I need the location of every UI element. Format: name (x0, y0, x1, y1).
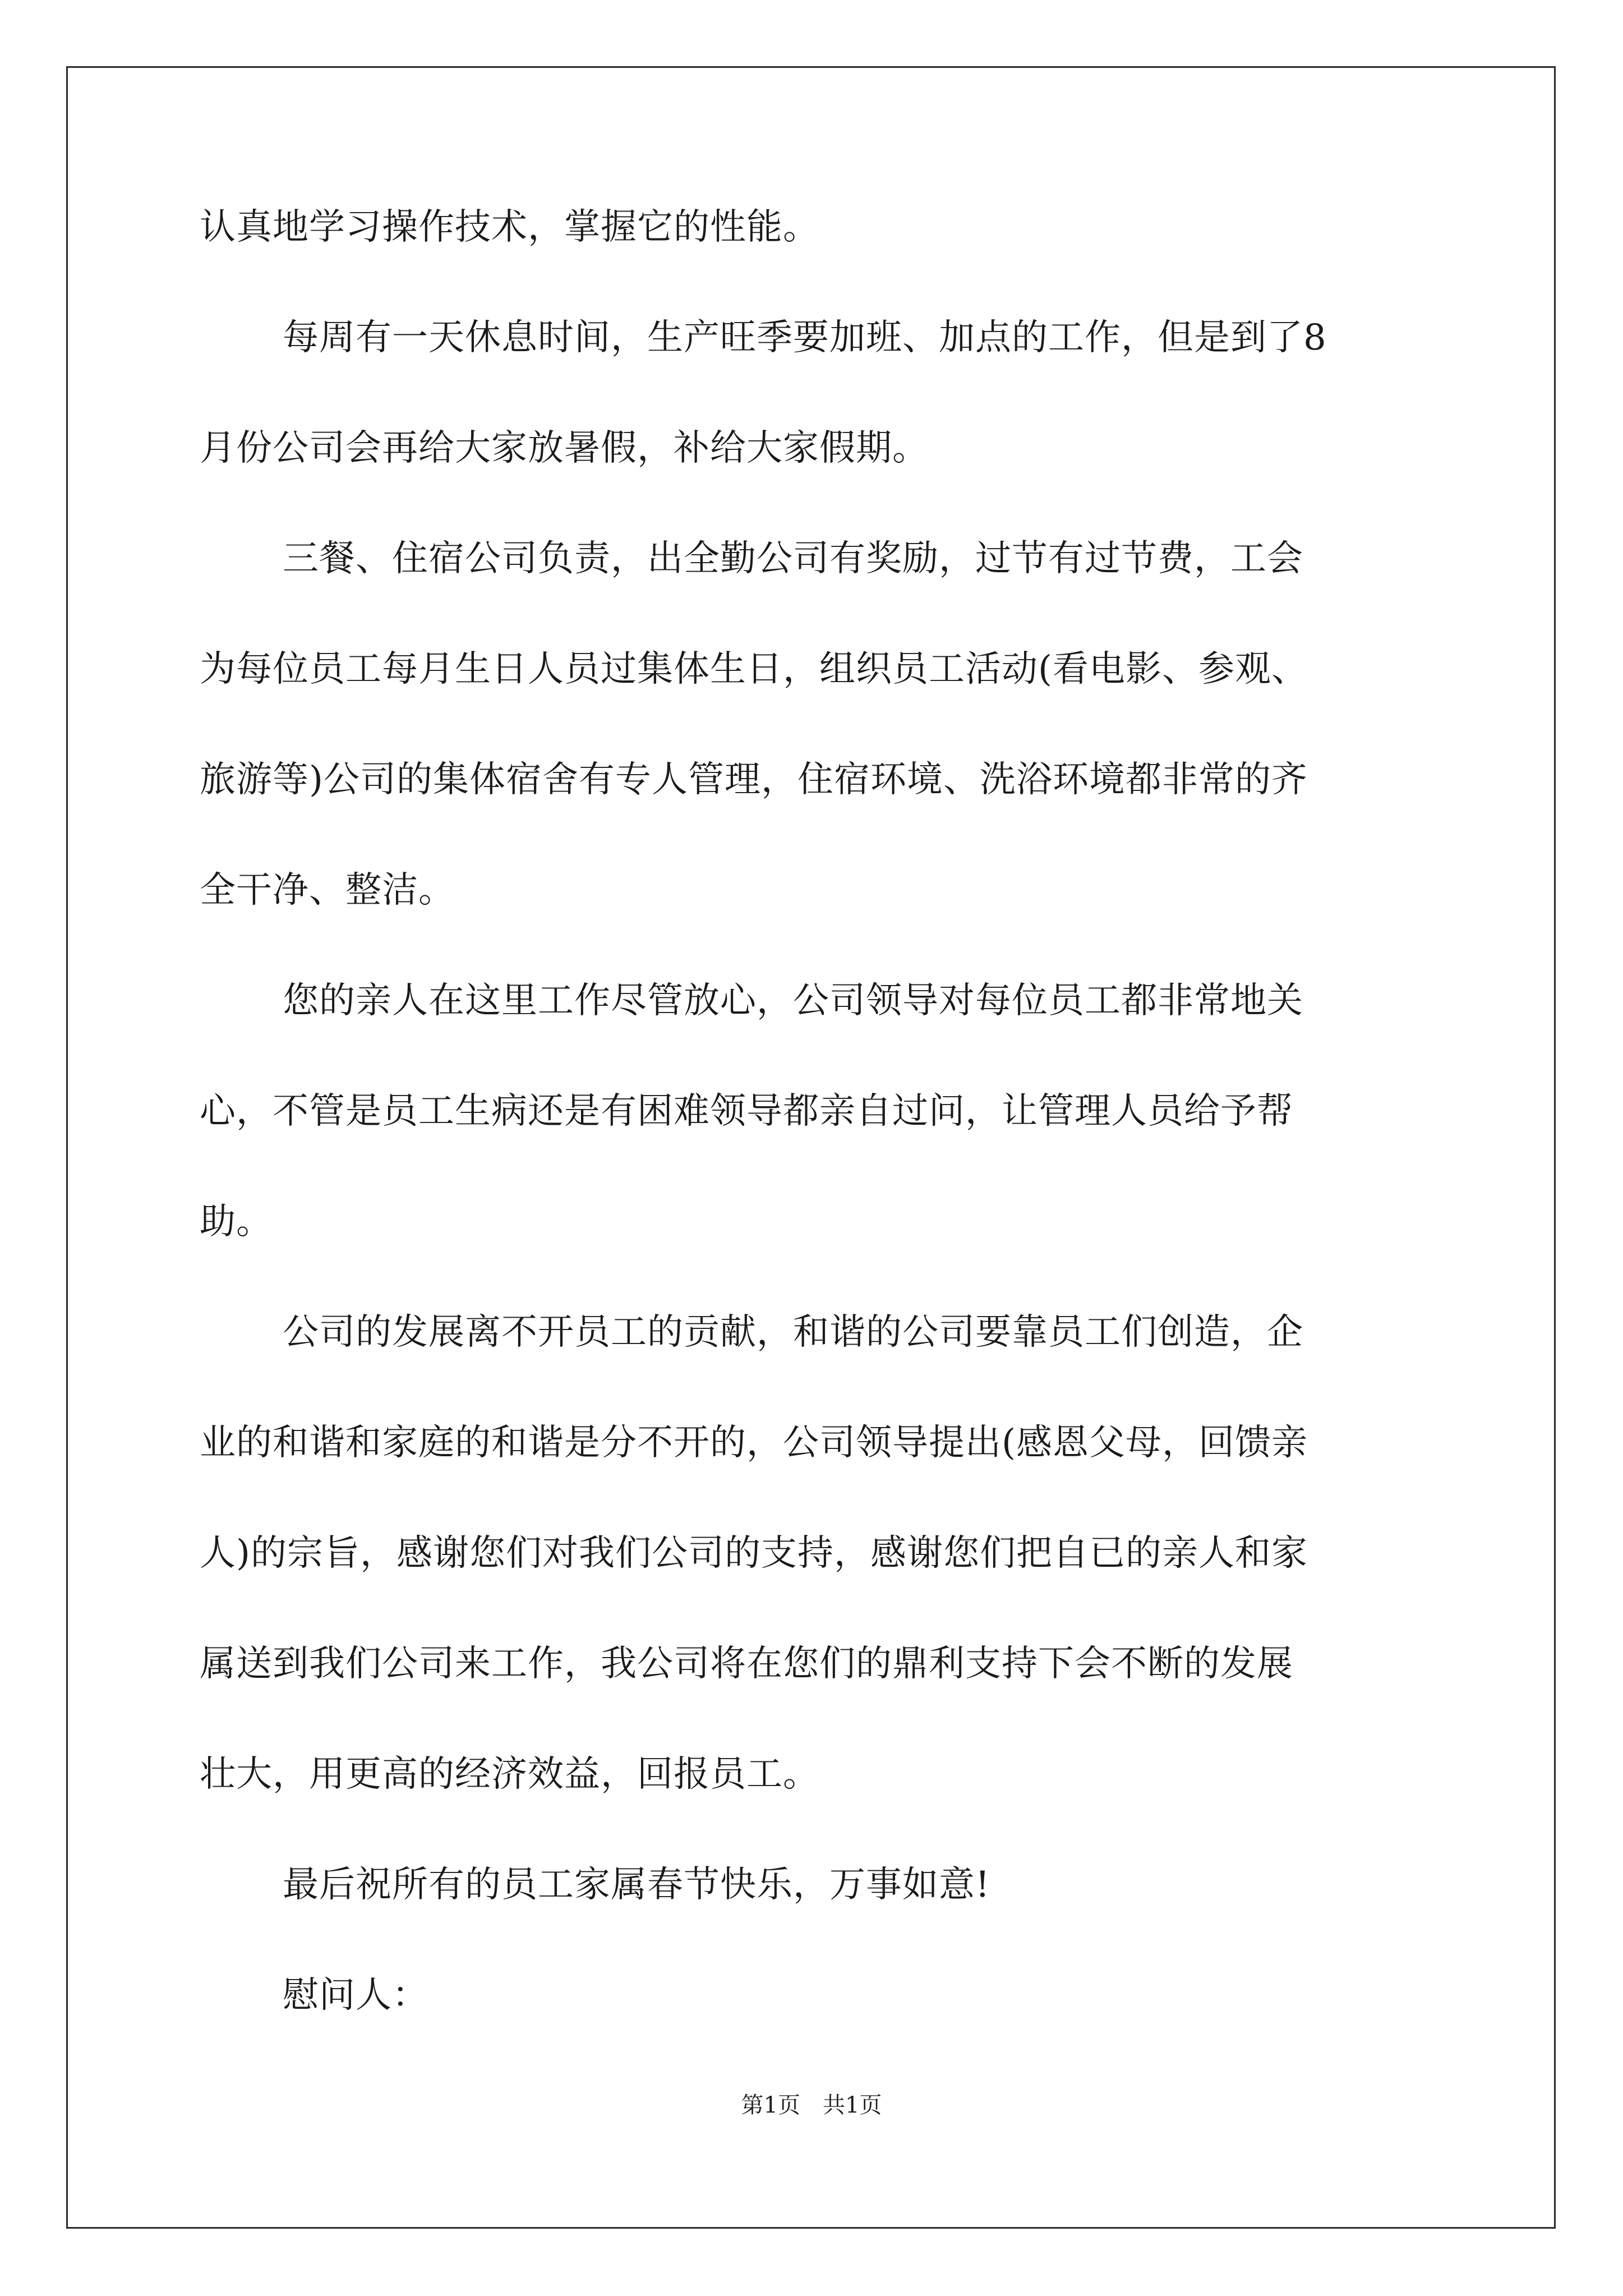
text-line: 全干净、整洁。 (200, 869, 455, 911)
page-number: 第1页 共1页 (741, 2092, 882, 2118)
text-line: 每周有一天休息时间，生产旺季要加班、加点的工作，但是到了8 (283, 317, 1327, 358)
text-line: 属送到我们公司来工作，我公司将在您们的鼎利支持下会不断的发展 (200, 1643, 1293, 1685)
text-line: 旅游等)公司的集体宿舍有专人管理，住宿环境、洗浴环境都非常的齐 (200, 759, 1308, 800)
text-line: 您的亲人在这里工作尽管放心，公司领导对每位员工都非常地关 (283, 980, 1303, 1022)
text-line: 壮大，用更高的经济效益，回报员工。 (200, 1754, 819, 1795)
text-line: 为每位员工每月生日人员过集体生日，组织员工活动(看电影、参观、 (200, 648, 1308, 690)
text-line: 助。 (200, 1201, 273, 1243)
text-line: 心，不管是员工生病还是有困难领导都亲自过问，让管理人员给予帮 (200, 1091, 1293, 1132)
text-line: 最后祝所有的员工家属春节快乐，万事如意! (283, 1864, 990, 1906)
text-line: 公司的发展离不开员工的贡献，和谐的公司要靠员工们创造，企 (283, 1312, 1303, 1353)
text-line: 人)的宗旨，感谢您们对我们公司的支持，感谢您们把自已的亲人和家 (200, 1533, 1308, 1574)
text-line: 业的和谐和家庭的和谐是分不开的，公司领导提出(感恩父母，回馈亲 (200, 1422, 1308, 1464)
text-line: 认真地学习操作技术，掌握它的性能。 (200, 206, 819, 248)
text-line: 三餐、住宿公司负责，出全勤公司有奖励，过节有过节费，工会 (283, 538, 1303, 579)
signature-label: 慰问人： (283, 1975, 428, 2016)
text-line: 月份公司会再给大家放暑假，补给大家假期。 (200, 427, 929, 469)
